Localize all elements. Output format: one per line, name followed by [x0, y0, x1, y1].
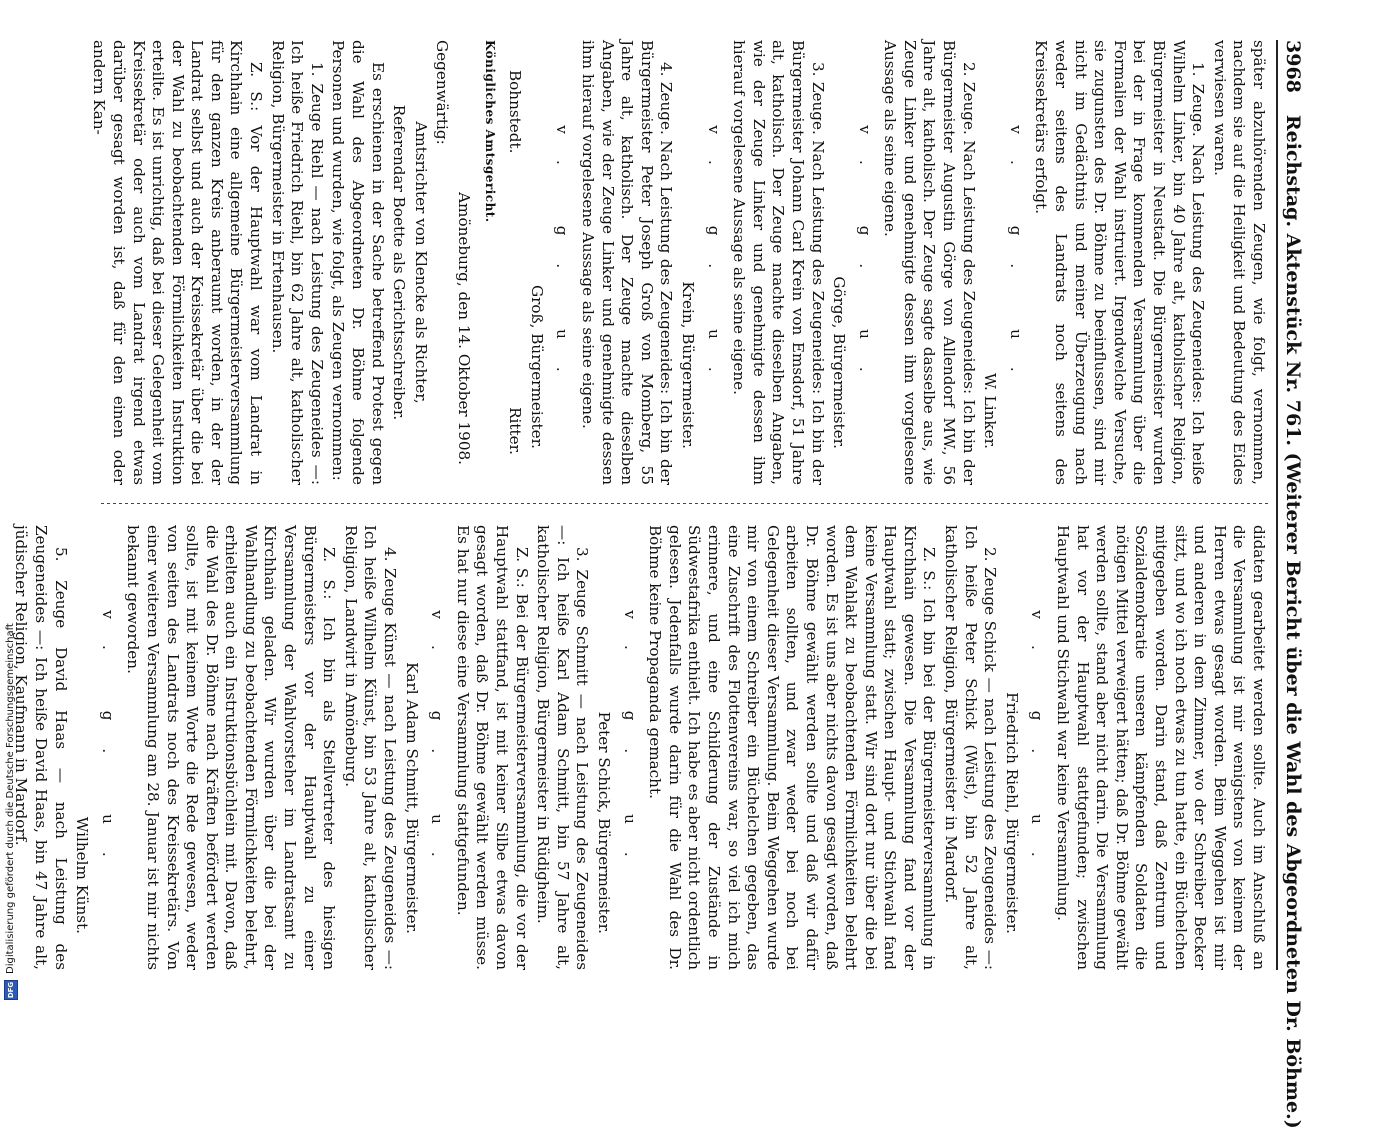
place-date: Amöneburg, den 14. Oktober 1908. — [455, 192, 474, 465]
vgu-mark: v. g. u. — [620, 610, 639, 885]
judge-line: Amtsrichter von Klencke als Richter, — [411, 121, 430, 404]
paragraph: 4. Zeuge. Nach Leistung des Zeugeneides: Ich bin der Bürgermeister Peter Joseph Groß von Momberg, 55 Jahre alt, katholisch. Der Zeuge machte dieselben Angaben, wie der Zeuge Linker und genehmigte dessen ihm hierauf vorgelesene Aussage als seine eigene. — [579, 40, 676, 485]
paragraph: später abzuhörenden Zeugen, wie folgt, vernommen, nachdem sie auf die Heiligkeit und Bedeutung des Eides verwiesen waren. — [1210, 40, 1268, 485]
paragraph: 1. Zeuge Riehl — nach Leistung des Zeugeneides —: Ich heiße Friedrich Riehl, bin 62 Jahre alt, katholischer Religion, Bürgermeister in Ertenhausen. — [268, 40, 326, 485]
document-page — [12, 40, 1308, 1129]
running-header — [1276, 40, 1322, 1129]
signature: Wilhelm Künst. — [73, 816, 92, 934]
signature: Groß, Bürgermeister. — [527, 284, 546, 449]
signature: Peter Schick, Bürgermeister. — [595, 711, 613, 934]
paragraph: 4. Zeuge Künst — nach Leistung des Zeugeneides —: Ich heiße Wilhelm Künst, bin 53 Jahre alt, katholischer Religion, Landwirt in Amöneburg. — [341, 525, 400, 970]
vgu-mark: v. g. u. — [704, 125, 723, 400]
paragraph: Z. S.: Vor der Hauptwahl war vom Landrat in Kirchhain eine allgemeine Bürgermeisterversammlung für den ganzen Kreis anberaumt worden, in der der Landrat selbst und auch der Kreissekretär über die bei der Wahl zu beobachtenden Förmlichkeiten Instruktion erteilte. Es ist unrichtig, daß bei dieser Gelegenheit vom Kreissekretär oder auch vom Landrat irgend etwas darüber gesagt worden ist, daß für den einen oder andern Kan- — [90, 40, 266, 485]
present-label: Gegenwärtig: — [433, 40, 452, 145]
court-heading: Königliches Amtsgericht. — [482, 40, 497, 223]
signature: Karl Adam Schmitt, Bürgermeister. — [402, 662, 421, 934]
vgu-mark: v. g. u. — [855, 125, 874, 400]
signature-pair — [505, 40, 525, 485]
vgu-mark: v. g. u. — [1006, 125, 1025, 400]
signature: Bohnstedt. — [506, 70, 525, 154]
signature: W. Linker. — [981, 373, 1000, 449]
page-number: 3968 — [1282, 40, 1304, 93]
vgu-mark: v. g. u. — [553, 125, 572, 400]
signature: Görge, Bürgermeister. — [830, 276, 849, 449]
paragraph: Z. S.: Ich bin bei der Bürgermeisterversammlung in Kirchhain gewesen. Die Versammlung fand vor der Hauptwahl statt; zwischen Haupt- und Stichwahl fand keine Versammlung statt. Wir sind dort nur über die bei dem Wahlakt zu beobachtenden Förmlichkeiten belehrt worden. Es ist uns aber nichts davon gesagt worden, daß Dr. Böhme gewählt werden sollte und daß wir dafür arbeiten sollten, und zwar weder bei noch bei Gelegenheit dieser Versammlung. Beim Weggehen wurde mir von einem Schreiber ein Büchelchen gegeben, das eine Zuschrift des Flottenvereins war, so viel ich mich erinnere, und eine Schilderung der Zustände in Südwestafrika enthielt. Ich habe es aber nicht ordentlich gelesen. Jedenfalls wurde darin für die Wahl des Dr. Böhme keine Propaganda gemacht. — [646, 525, 939, 970]
clerk-line: Referendar Boette als Gerichtsschreiber. — [390, 104, 409, 421]
paragraph: 3. Zeuge. Nach Leistung des Zeugeneides: Ich bin der Bürgermeister Johann Carl Krein von Emsdorf, 51 Jahre alt, katholisch. Der Zeuge machte dieselben Angaben, wie der Zeuge Linker und genehmigte dessen ihm hierauf vorgelesene Aussage als seine eigene. — [730, 40, 827, 485]
paragraph: 1. Zeuge. Nach Leistung des Zeugeneides: Ich heiße Wilhelm Linker, bin 40 Jahre alt, katholischer Religion, Bürgermeister in Neustadt. Die Bürgermeister wurden bei der in Frage kommenden Versammlung über die Formalien der Wahl instruiert. Irgendwelche Versuche, sie zugunsten des Dr. Böhme zu beeinflussen, sind mir nicht im Gedächtnis und meiner Überzeugung nach weder seitens des Landrats noch seitens des Kreissekretärs erfolgt. — [1032, 40, 1208, 485]
paragraph: Z. S.: Bei der Bürgermeisterversammlung, die vor der Hauptwahl stattfand, ist mit keiner Silbe etwas davon gesagt worden, daß Dr. Böhme gewählt werden müsse. Es hat nur diese eine Versammlung stattgefunden. — [453, 525, 531, 970]
running-title: Reichstag. Aktenstück Nr. 761. (Weiterer Bericht über die Wahl des Abgeordneten Dr. Böhme.) — [1282, 114, 1304, 1129]
digitization-credit: Digitalisierung gefördert durch die Deutsche Forschungsgemeinschaft — [5, 623, 16, 974]
right-column — [12, 525, 1268, 970]
digitization-footer — [0, 0, 22, 1000]
paragraph: didaten gearbeitet werden sollte. Auch im Anschluß an die Versammlung ist mir wenigstens von keinem der Herren etwas gesagt worden. Beim Weggehen ist mir und anderen in dem Zimmer, wo der Schreiber Becker sitzt, und wo ich noch etwas zu tun hatte, ein Büchelchen mitgegeben worden. Darin stand, daß Zentrum und Sozialdemokratie unseren kämpfenden Soldaten die nötigen Mittel verweigert hätten; daß Dr. Böhme gewählt werden sollte, stand aber nicht darin. Die Versammlung hat vor der Hauptwahl stattgefunden; zwischen Hauptwahl und Stichwahl war keine Versammlung. — [1054, 525, 1268, 970]
vgu-mark: v. g. u. — [98, 610, 117, 885]
paragraph: 2. Zeuge Schick — nach Leistung des Zeugeneides —: Ich heiße Peter Schick (Wüst), bin 52 Jahre alt, katholischer Religion, Bürgermeister in Mardorf. — [942, 525, 1000, 970]
paragraph: 3. Zeuge Schmitt — nach Leistung des Zeugeneides —: Ich heiße Karl Adam Schmitt, bin 57 Jahre alt, katholischer Religion, Bürgermeister in Rüdigheim. — [534, 525, 592, 970]
signature: Friedrich Riehl, Bürgermeister. — [1002, 692, 1021, 934]
signature: Ritter. — [506, 407, 525, 455]
paragraph: 2. Zeuge. Nach Leistung des Zeugeneides: Ich bin der Bürgermeister Augustin Görge von Allendorf MW., 56 Jahre alt, katholisch. Der Zeuge sagte dasselbe aus, wie Zeuge Linker und genehmigte dessen ihm vorgelesene Aussage als seine eigene. — [881, 40, 978, 485]
signature: Krein, Bürgermeister. — [678, 281, 697, 449]
vgu-mark: v. g. u. — [1028, 610, 1047, 885]
paragraph: 5. Zeuge David Haas — nach Leistung des Zeugeneides —: Ich heiße David Haas, bin 47 Jahre alt, jüdischer Religion, Kaufmann in Mardorf. — [12, 525, 70, 970]
vgu-mark: v. g. u. — [428, 610, 447, 885]
dfg-logo-icon: DFG — [4, 980, 18, 1000]
column-divider — [98, 503, 1268, 504]
paragraph: Z. S.: Ich bin als Stellvertreter des hiesigen Bürgermeisters vor der Hauptwahl zu einer Versammlung der Wahlvorsteher im Landratsamt zu Kirchhain geladen. Wir wurden über die bei der Wahlhandlung zu beobachtenden Förmlichkeiten belehrt, erhielten auch ein Instruktionsbüchlein mit. Davon, daß die Wahl des Dr. Böhme nach Kräften befördert werden sollte, ist mit keinem Worte die Rede gewesen, weder von seiten des Landrats noch des Kreissekretärs. Von einer weiteren Versammlung am 28. Januar ist mir nichts bekannt geworden. — [124, 525, 339, 970]
paragraph: Es erschienen in der Sache betreffend Protest gegen die Wahl des Abgeordneten Dr. Böhme folgende Personen und wurden, wie folgt, als Zeugen vernommen: — [329, 40, 387, 485]
left-column — [90, 40, 1268, 485]
